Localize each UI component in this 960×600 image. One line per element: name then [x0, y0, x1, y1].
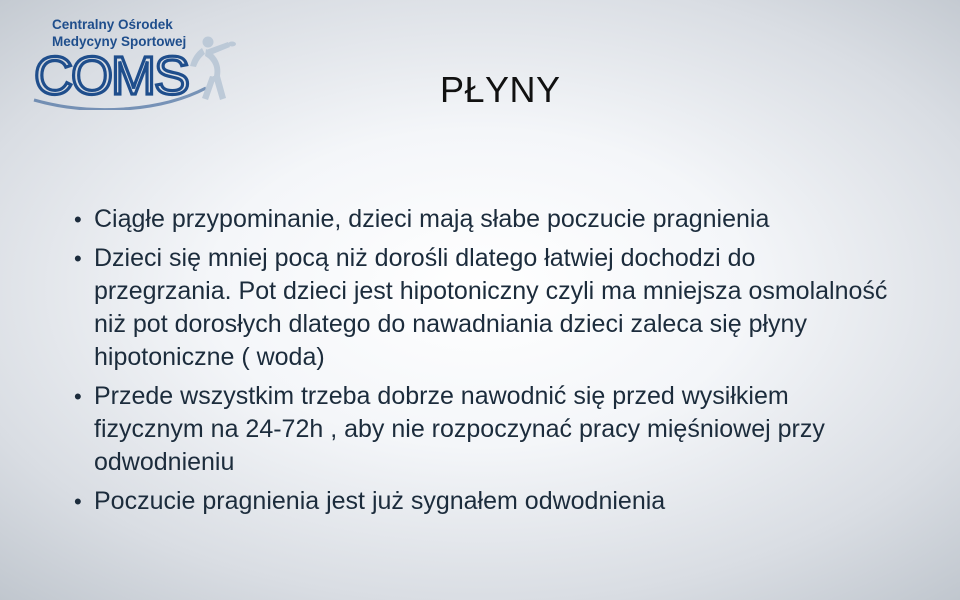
discus-thrower-icon	[190, 37, 236, 101]
bullet-list	[74, 203, 894, 524]
coms-logo	[30, 8, 240, 108]
logo-org-line2: Medycyny Sportowej	[52, 34, 187, 49]
bullet-item: • Przede wszystkim trzeba dobrze nawodnić się przed wysiłkiem fizycznym na 24-72h , aby nie rozpoczynać pracy mięśniowej przy odwodnieniu	[74, 380, 894, 479]
logo-graphic	[30, 36, 240, 110]
logo-wordmark: COMS	[34, 46, 188, 106]
bullet-item: • Poczucie pragnienia jest już sygnałem odwodnienia	[74, 485, 894, 518]
slide-title: PŁYNY	[440, 69, 561, 110]
bullet-item: • Dzieci się mniej pocą niż dorośli dlatego łatwiej dochodzi do przegrzania. Pot dzieci jest hipotoniczny czyli ma mniejsza osmolalność niż pot dorosłych dlatego do nawadniania dzieci zaleca się płyny hipotoniczne ( woda)	[74, 242, 894, 374]
bullet-item: • Ciągłe przypominanie, dzieci mają słabe poczucie pragnienia	[74, 203, 894, 236]
logo-org-line1: Centralny Ośrodek	[52, 17, 173, 32]
